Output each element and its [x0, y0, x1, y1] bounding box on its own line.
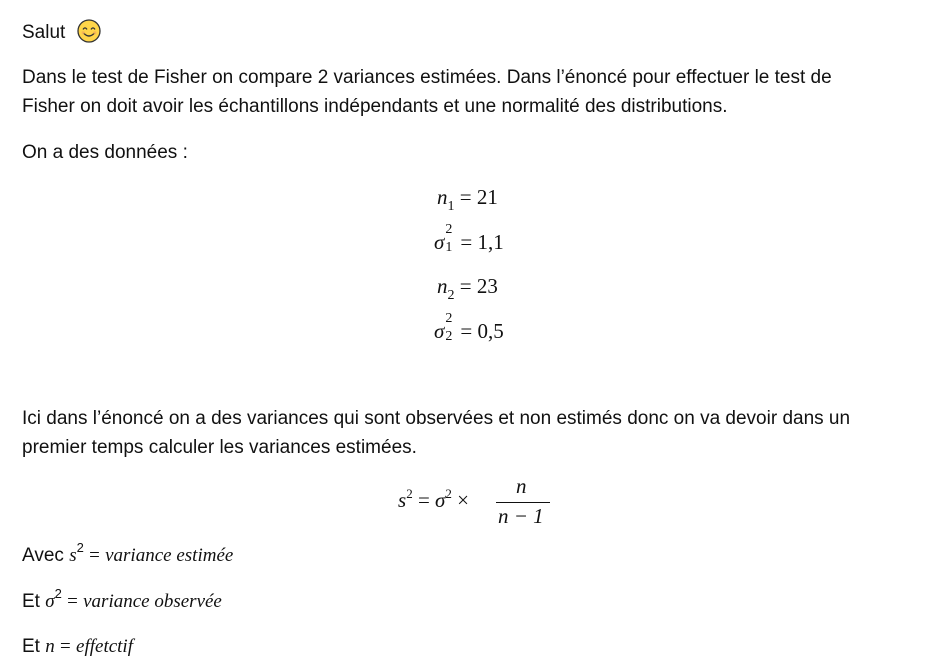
variance-formula: $s^2 = \sigma^2$ × n n − 1: [398, 474, 558, 530]
given-n2: $n_2 = 23$: [437, 274, 498, 303]
data-heading: On a des données :: [22, 142, 188, 163]
para2-line-2: premier temps calculer les variances estimées.: [22, 437, 417, 458]
intro-line-2: Fisher on doit avoir les échantillons indépendants et une normalité des distributions.: [22, 96, 728, 117]
smiling-face-icon: [77, 19, 101, 52]
fraction-numerator: n: [516, 474, 527, 498]
given-n1: $n_1 = 21$: [437, 185, 498, 214]
definition-n: Et n = effetctif: [22, 636, 133, 657]
fraction-denominator: n − 1: [498, 504, 544, 528]
definition-s2: Avec $s^2$ = variance estimée: [22, 540, 234, 566]
given-sigma1: σ 2 1 = 1,1: [434, 222, 504, 255]
fraction-bar: [496, 502, 550, 503]
given-sigma2: σ 2 2 = 0,5: [434, 311, 504, 344]
greeting-text: Salut: [22, 22, 66, 43]
para2-line-1: Ici dans l’énoncé on a des variances qui sont observées et non estimés donc on va devoir dans un: [22, 408, 851, 429]
intro-line-1: Dans le test de Fisher on compare 2 variances estimées. Dans l’énoncé pour effectuer le test de: [22, 67, 832, 88]
definition-sigma2: Et $\sigma^2$ = variance observée: [22, 586, 222, 612]
greeting-line: [22, 18, 101, 52]
